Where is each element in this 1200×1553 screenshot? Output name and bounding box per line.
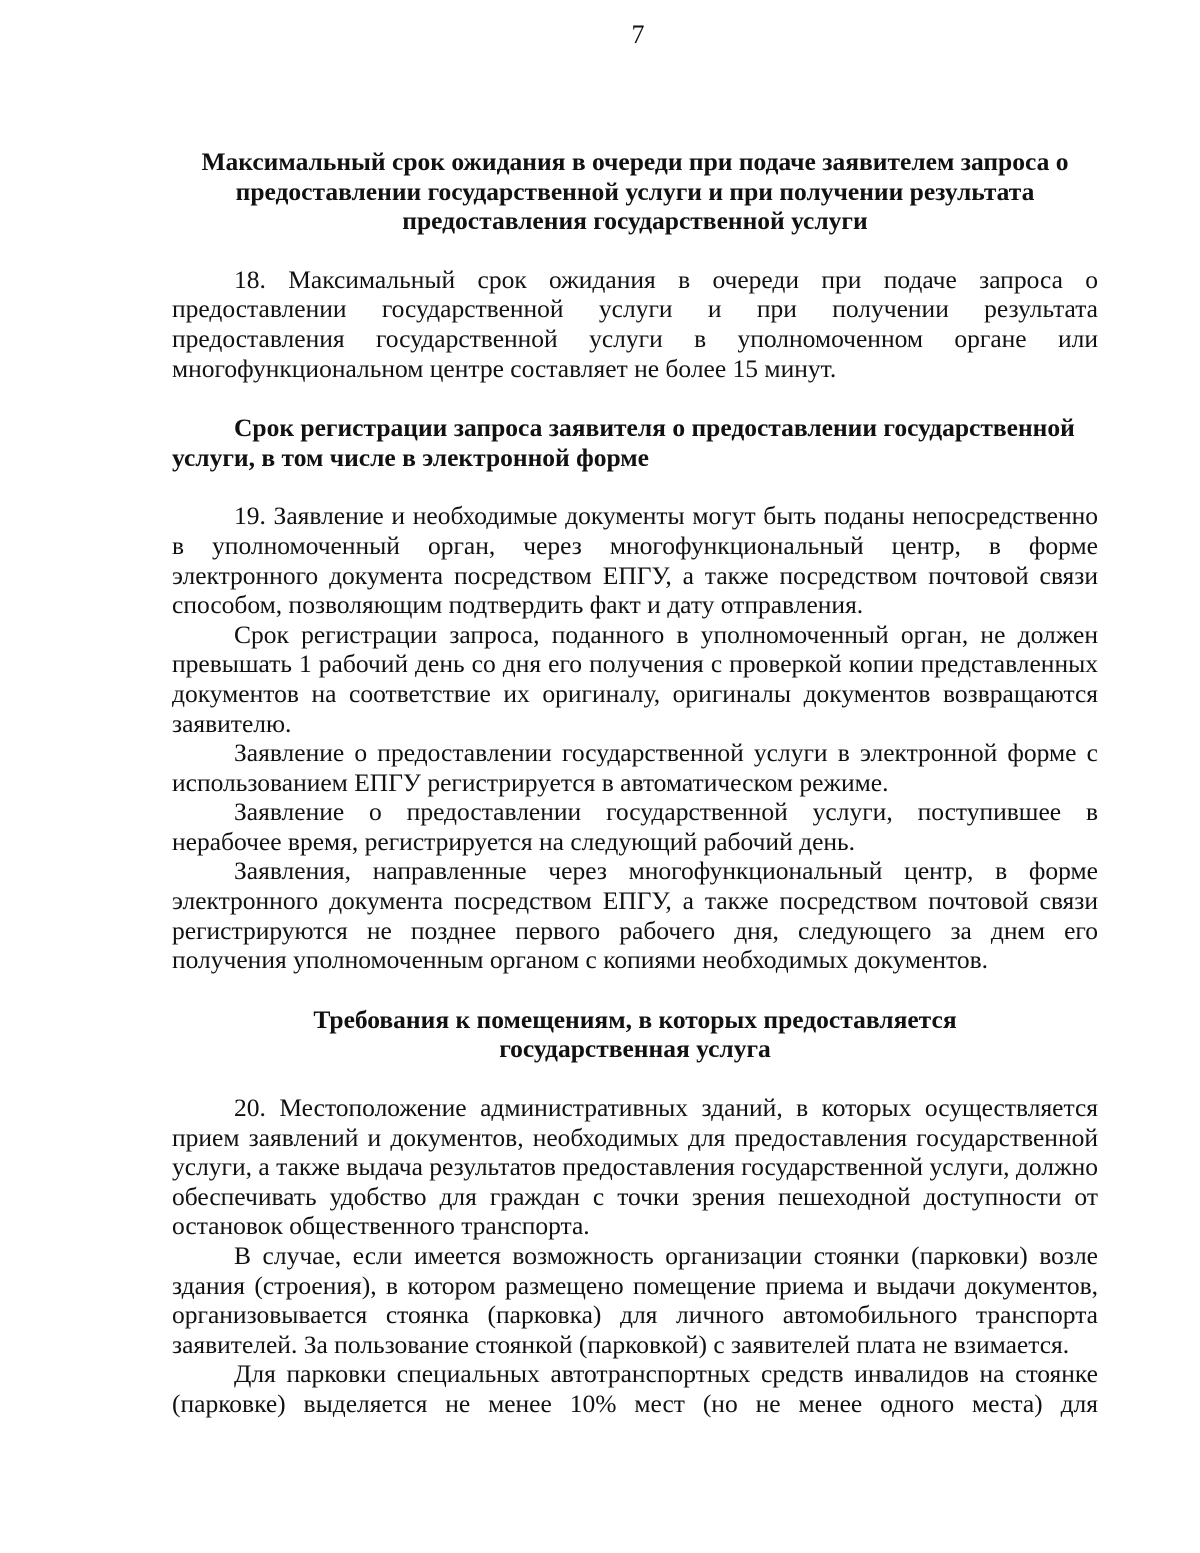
paragraph-20: 20. Местоположение административных зданий, в которых осуществляется прием заявлений и документов, необходимых для предоставления государственной услуги, а также выдача результатов предоставления государственной услуги, должно обеспечивать удобство для граждан с точки зрения пешеходной доступности от остановок общественного транспорта. (172, 1093, 1098, 1241)
section-heading-registration-time: Срок регистрации запроса заявителя о предоставлении государственной услуги, в том числе в электронной форме (172, 413, 1075, 472)
paragraph-18: 18. Максимальный срок ожидания в очереди при подаче запроса о предоставлении государственной услуги и при получении результата предоставления государственной услуги в уполномоченном органе или многофункциональном центре составляет не более 15 минут. (172, 264, 1098, 383)
document-body (172, 147, 1098, 1419)
paragraph-19-registration-term: Срок регистрации запроса, поданного в уполномоченный орган, не должен превышать 1 рабочий день со дня его получения с проверкой копии представленных документов на соответствие их оригиналу, оригиналы документов возвращаются заявителю. (172, 619, 1098, 738)
section-heading-queue-time: Максимальный срок ожидания в очереди при подаче заявителем запроса о предоставлении государственной услуги и при получении результата предоставления государственной услуги (201, 147, 1069, 236)
paragraph-19-mfc-registration: Заявления, направленные через многофункциональный центр, в форме электронного документа посредством ЕПГУ, а также посредством почтовой связи регистрируются не позднее первого рабочего дня, следующего за днем его получения уполномоченным органом с копиями необходимых документов. (172, 856, 1098, 975)
paragraph-19-non-working-time: Заявление о предоставлении государственной услуги, поступившее в нерабочее время, регистрируется на следующий рабочий день. (172, 797, 1098, 856)
page-number: 7 (631, 20, 645, 49)
paragraph-19: 19. Заявление и необходимые документы могут быть поданы непосредственно в уполномоченный орган, через многофункциональный центр, в форме электронного документа посредством ЕПГУ, а также посредством почтовой связи способом, позволяющим подтвердить факт и дату отправления. (172, 501, 1098, 620)
paragraph-20-disabled-parking: Для парковки специальных автотранспортных средств инвалидов на стоянке (парковке) выделяется не менее 10% мест (но не менее одного места) для (172, 1359, 1098, 1418)
paragraph-19-epgu-registration: Заявление о предоставлении государственной услуги в электронной форме с использованием ЕПГУ регистрируется в автоматическом режиме. (172, 738, 1098, 797)
paragraph-20-parking: В случае, если имеется возможность организации стоянки (парковки) возле здания (строения), в котором размещено помещение приема и выдачи документов, организовывается стоянка (парковка) для личного автомобильного транспорта заявителей. За пользование стоянкой (парковкой) с заявителей плата не взимается. (172, 1241, 1098, 1359)
section-heading-premises-requirements: Требования к помещениям, в которых предоставляется государственная услуга (313, 1004, 957, 1064)
